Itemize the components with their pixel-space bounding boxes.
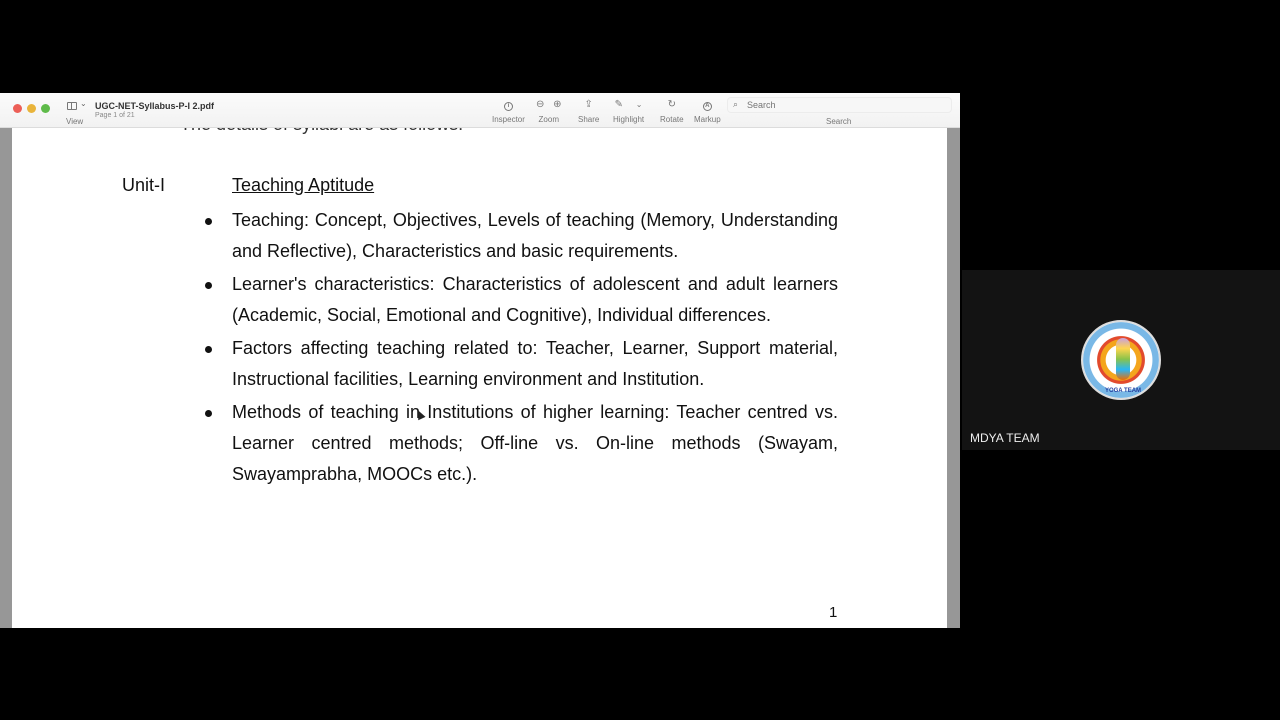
titlebar bbox=[0, 93, 960, 128]
inspector-label: Inspector bbox=[492, 115, 525, 124]
list-item bbox=[202, 205, 838, 267]
search-field[interactable] bbox=[727, 97, 952, 113]
bullet-icon bbox=[205, 282, 212, 289]
highlight-label: Highlight bbox=[613, 115, 645, 124]
pen-icon: ✎ bbox=[614, 99, 624, 110]
rotate-label: Rotate bbox=[660, 115, 684, 124]
rotate-button[interactable] bbox=[660, 98, 684, 124]
list-item bbox=[202, 333, 838, 395]
participant-name: MDYA TEAM bbox=[970, 431, 1040, 445]
bullet-icon bbox=[205, 346, 212, 353]
minimize-window-button[interactable] bbox=[27, 104, 36, 113]
search-icon: ⌕ bbox=[733, 99, 739, 109]
close-window-button[interactable] bbox=[13, 104, 22, 113]
document-viewport[interactable] bbox=[0, 128, 960, 628]
highlight-button[interactable] bbox=[613, 98, 644, 124]
page-indicator: Page 1 of 21 bbox=[95, 112, 135, 119]
zoom-group bbox=[536, 98, 562, 124]
share-button[interactable] bbox=[578, 98, 599, 124]
participant-tile[interactable] bbox=[962, 270, 1280, 450]
unit-title: Teaching Aptitude bbox=[232, 175, 375, 195]
list-item-text: Learner's characteristics: Characteristics of adolescent and adult learners (Academic, Social, Emotional and Cognitive), Individual differences. bbox=[232, 274, 838, 325]
unit-label: Unit-I bbox=[122, 175, 166, 195]
bullet-icon bbox=[205, 410, 212, 417]
list-item-text: Methods of teaching in Institutions of higher learning: Teacher centred vs. Learner centred methods; Off-line vs. On-line methods (Swayam, Swayamprabha, MOOCs etc.). bbox=[232, 402, 838, 484]
pdf-page bbox=[12, 128, 947, 628]
sidebar-icon bbox=[67, 102, 77, 110]
chevron-down-icon[interactable]: ⌄ bbox=[635, 100, 643, 109]
view-button[interactable] bbox=[64, 98, 90, 126]
left-margin bbox=[0, 128, 12, 628]
share-icon: ⇪ bbox=[584, 99, 593, 110]
markup-icon: A bbox=[703, 102, 712, 111]
info-icon: i bbox=[504, 102, 513, 111]
zoom-out-icon[interactable]: ⊖ bbox=[536, 99, 545, 110]
search-label: Search bbox=[826, 117, 852, 126]
document-title: UGC-NET-Syllabus-P-I 2.pdf bbox=[95, 101, 215, 111]
chevron-down-icon: ⌄ bbox=[80, 99, 87, 108]
vertical-scrollbar[interactable] bbox=[947, 128, 960, 628]
list-item-text: Teaching: Concept, Objectives, Levels of teaching (Memory, Understanding and Reflective), Characteristics and basic requirements. bbox=[232, 210, 838, 261]
share-label: Share bbox=[578, 115, 600, 124]
avatar bbox=[1081, 320, 1161, 400]
preview-window bbox=[0, 93, 960, 628]
yoga-figure-icon bbox=[1116, 338, 1130, 380]
markup-label: Markup bbox=[694, 115, 721, 124]
list-item-text: Factors affecting teaching related to: Teacher, Learner, Support material, Instructional facilities, Learning environment and Institution. bbox=[232, 338, 838, 389]
zoom-label: Zoom bbox=[538, 115, 559, 124]
markup-button[interactable] bbox=[694, 98, 721, 124]
avatar-caption: YOGA TEAM bbox=[1104, 388, 1142, 394]
page-number: 1 bbox=[829, 604, 838, 621]
syllabus-list bbox=[202, 205, 838, 492]
bullet-icon bbox=[205, 218, 212, 225]
list-item bbox=[202, 397, 838, 490]
maximize-window-button[interactable] bbox=[41, 104, 50, 113]
search-input[interactable] bbox=[747, 99, 947, 111]
inspector-button[interactable] bbox=[492, 98, 525, 124]
view-label: View bbox=[66, 117, 84, 126]
zoom-in-icon[interactable]: ⊕ bbox=[553, 99, 562, 110]
list-item bbox=[202, 269, 838, 331]
rotate-icon: ↻ bbox=[667, 99, 676, 110]
